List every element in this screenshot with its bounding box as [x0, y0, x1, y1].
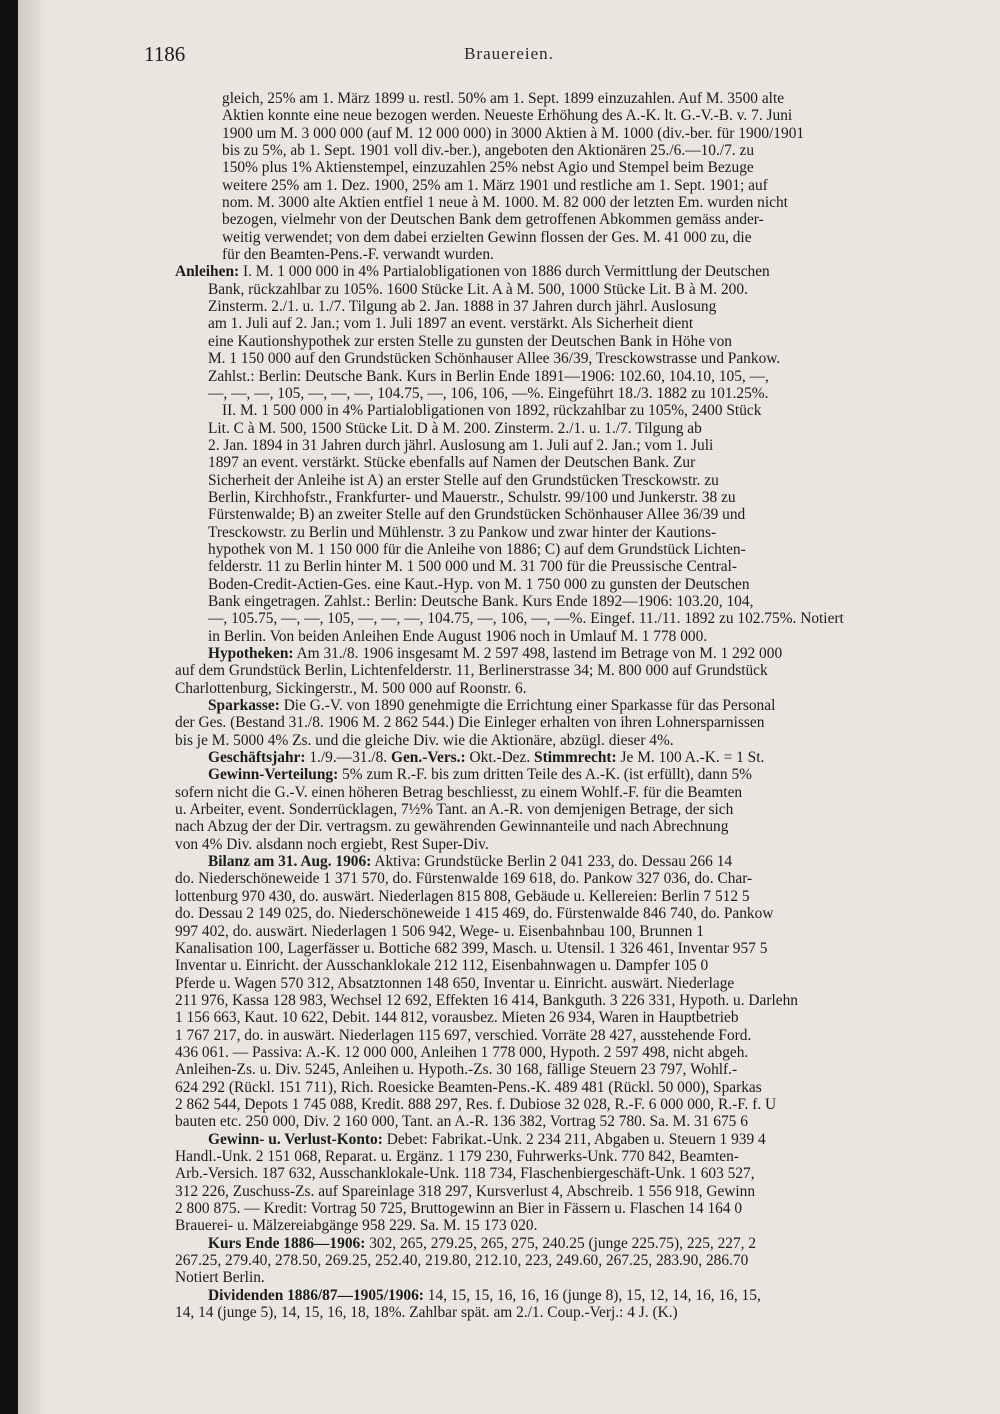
page-number: 1186 — [144, 42, 186, 66]
line-text: 267.25, 279.40, 278.50, 269.25, 252.40, 219.80, 212.10, 223, 249.60, 267.25, 283.90, 286.70 — [175, 1252, 749, 1270]
line-text: Aktiva: Grundstücke Berlin 2 041 233, do. Dessau 266 14 — [371, 853, 733, 871]
line-text: 150% plus 1% Aktienstempel, einzuzahlen 25% nebst Agio und Stempel beim Bezuge — [222, 159, 754, 177]
text-line — [175, 177, 995, 194]
line-text: weitere 25% am 1. Dez. 1900, 25% am 1. März 1901 und restliche am 1. Sept. 1901; auf — [222, 176, 768, 194]
section-heading: Anleihen: — [175, 263, 240, 281]
text-line — [175, 1269, 995, 1286]
text-line — [175, 1287, 995, 1304]
text-line — [175, 142, 995, 159]
section-heading: Gen.-Vers.: — [390, 749, 466, 767]
line-text: 14, 14 (junge 5), 14, 15, 16, 18, 18%. Zahlbar spät. am 2./1. Coup.-Verj.: 4 J. (K.) — [175, 1304, 678, 1322]
line-text: bis je M. 5000 4% Zs. und die gleiche Div. wie die Aktionäre, abzügl. dieser 4%. — [175, 731, 674, 749]
text-line — [175, 1304, 995, 1321]
text-line — [175, 975, 995, 992]
text-line — [175, 541, 995, 558]
line-text: 997 402, do. auswärt. Niederlagen 1 506 942, Wege- u. Eisenbahnbau 100, Brunnen 1 — [175, 922, 704, 940]
line-text: 1./9.—31./8. — [305, 749, 391, 767]
text-line — [175, 732, 995, 749]
text-line — [175, 1165, 995, 1182]
text-line — [175, 1131, 995, 1148]
line-text: weitig verwendet; von dem dabei erzielten Gewinn flossen der Ges. M. 41 000 zu, die — [222, 228, 752, 246]
text-line — [175, 281, 995, 298]
line-text: Aktien konnte eine neue bezogen werden. Neueste Erhöhung des A.-K. lt. G.-V.-B. v. 7. Juni — [222, 107, 793, 125]
text-line — [175, 576, 995, 593]
text-line — [175, 90, 995, 107]
text-line — [175, 1217, 995, 1234]
text-line — [175, 749, 995, 766]
line-text: 312 226, Zuschuss-Zs. auf Spareinlage 318 297, Kursverlust 4, Abschreib. 1 556 918, Gewinn — [175, 1182, 756, 1200]
text-line — [175, 836, 995, 853]
text-line — [175, 1009, 995, 1026]
text-line — [175, 298, 995, 315]
line-text: Fürstenwalde; B) an zweiter Stelle auf den Grundstücken Schönhauser Allee 36/39 und — [208, 506, 746, 524]
book-page — [18, 0, 1000, 1414]
text-line — [175, 992, 995, 1009]
text-line — [175, 645, 995, 662]
text-line — [175, 662, 995, 679]
line-text: für den Beamten-Pens.-F. verwandt wurden. — [222, 246, 494, 264]
text-line — [175, 472, 995, 489]
text-line — [175, 1200, 995, 1217]
text-line — [175, 766, 995, 783]
text-line — [175, 402, 995, 419]
text-line — [175, 923, 995, 940]
line-text: sofern nicht die G.-V. einen höheren Betrag beschliesst, zu einem Wohlf.-F. für die Beamten — [175, 783, 743, 801]
line-text: Lit. C à M. 500, 1500 Stücke Lit. D à M. 200. Zinsterm. 2./1. u. 1./7. Tilgung ab — [208, 419, 702, 437]
running-title: Brauereien. — [464, 44, 554, 63]
text-line — [175, 905, 995, 922]
line-text: von 4% Div. alsdann noch ergiebt, Rest Super-Div. — [175, 835, 489, 853]
line-text: Die G.-V. von 1890 genehmigte die Errichtung einer Sparkasse für das Personal — [279, 697, 776, 715]
line-text: in Berlin. Von beiden Anleihen Ende August 1906 noch in Umlauf M. 1 778 000. — [208, 627, 708, 645]
line-text: nom. M. 3000 alte Aktien entfiel 1 neue à M. 1000. M. 82 000 der letzten Em. wurden nicht — [222, 194, 788, 212]
line-text: Boden-Credit-Actien-Ges. eine Kaut.-Hyp. von M. 1 750 000 zu gunsten der Deutschen — [208, 575, 750, 593]
line-text: eine Kautionshypothek zur ersten Stelle zu gunsten der Deutschen Bank in Höhe von — [208, 332, 733, 350]
line-text: Anleihen-Zs. u. Div. 5245, Anleihen u. Hypoth.-Zs. 30 168, fällige Steuern 23 797, Wohlf.- — [175, 1061, 738, 1079]
text-line — [175, 697, 995, 714]
line-text: 1 767 217, do. in auswärt. Niederlagen 115 697, verschied. Vorräte 28 427, ausstehende Ford. — [175, 1026, 752, 1044]
line-text: Tresckowstr. zu Berlin und Mühlenstr. 3 zu Pankow und zwar hinter der Kautions- — [208, 523, 717, 541]
line-text: 1897 an event. verstärkt. Stücke ebenfalls auf Namen der Deutschen Bank. Zur — [208, 454, 696, 472]
section-heading: Stimmrecht: — [534, 749, 617, 767]
text-line — [175, 853, 995, 870]
text-line — [175, 1113, 995, 1130]
text-line — [175, 420, 995, 437]
text-line — [175, 159, 995, 176]
text-line — [175, 784, 995, 801]
text-line — [175, 211, 995, 228]
text-line — [175, 1079, 995, 1096]
line-text: Inventar u. Einricht. der Ausschanklokale 212 112, Eisenbahnwagen u. Dampfer 105 0 — [175, 957, 709, 975]
line-text: 2 862 544, Depots 1 745 088, Kredit. 888 297, Res. f. Dubiose 32 028, R.-F. 6 000 000, R.-F. f. U — [175, 1095, 777, 1113]
section-heading: Gewinn- u. Verlust-Konto: — [208, 1130, 383, 1148]
line-text: Arb.-Versich. 187 632, Ausschanklokale-Unk. 118 734, Flaschenbiergeschäft-Unk. 1 603 527, — [175, 1165, 755, 1183]
section-heading: Geschäftsjahr: — [208, 749, 306, 767]
line-text: bezogen, vielmehr von der Deutschen Bank dem getroffenen Abkommen gemäss ander- — [222, 211, 764, 229]
text-line — [175, 801, 995, 818]
text-line — [175, 1044, 995, 1061]
line-text: felderstr. 11 zu Berlin hinter M. 1 500 000 und M. 31 700 für die Preussische Central- — [208, 558, 738, 576]
text-line — [175, 957, 995, 974]
text-line — [175, 818, 995, 835]
line-text: 302, 265, 279.25, 265, 275, 240.25 (junge 225.75), 225, 227, 2 — [365, 1234, 757, 1252]
text-line — [175, 489, 995, 506]
section-heading: Dividenden 1886/87—1905/1906: — [208, 1286, 424, 1304]
line-text: Bank, rückzahlbar zu 105%. 1600 Stücke Lit. A à M. 500, 1000 Stücke Lit. B à M. 200. — [208, 280, 748, 298]
line-text: M. 1 150 000 auf den Grundstücken Schönhauser Allee 36/39, Tresckowstrasse und Pankow. — [208, 350, 781, 368]
line-text: auf dem Grundstück Berlin, Lichtenfelderstr. 11, Berlinerstrasse 34; M. 800 000 auf Grundstück — [175, 662, 768, 680]
text-line — [175, 714, 995, 731]
line-text: 14, 15, 15, 16, 16, 16 (junge 8), 15, 12, 14, 16, 16, 15, — [423, 1286, 761, 1304]
text-line — [175, 454, 995, 471]
text-line — [175, 263, 995, 280]
line-text: 436 061. — Passiva: A.-K. 12 000 000, Anleihen 1 778 000, Hypoth. 2 597 498, nicht abgeh. — [175, 1043, 749, 1061]
line-text: u. Arbeiter, event. Sonderrücklagen, 7½% Tant. an A.-R. von demjenigen Betrage, der sich — [175, 801, 734, 819]
text-line — [175, 1252, 995, 1269]
text-line — [175, 107, 995, 124]
line-text: 5% zum R.-F. bis zum dritten Teile des A.-K. (ist erfüllt), dann 5% — [338, 766, 752, 784]
text-line — [175, 1061, 995, 1078]
text-line — [175, 350, 995, 367]
text-line — [175, 506, 995, 523]
text-line — [175, 229, 995, 246]
text-line — [175, 246, 995, 263]
line-text: Pferde u. Wagen 570 312, Absatztonnen 148 650, Inventar u. Einricht. auswärt. Niederlage — [175, 974, 735, 992]
text-line — [175, 125, 995, 142]
line-text: do. Niederschöneweide 1 371 570, do. Fürstenwalde 169 618, do. Pankow 327 036, do. Char- — [175, 870, 753, 888]
line-text: 2. Jan. 1894 in 31 Jahren durch jährl. Auslosung am 1. Juli auf 2. Jan.; vom 1. Juli — [208, 436, 714, 454]
line-text: Zinsterm. 2./1. u. 1./7. Tilgung ab 2. Jan. 1888 in 37 Jahren durch jährl. Auslosung — [208, 298, 717, 316]
text-line — [175, 437, 995, 454]
text-line — [175, 870, 995, 887]
line-text: —, —, —, 105, —, —, —, 104.75, —, 106, 106, —%. Eingeführt 18./3. 1882 zu 101.25%. — [208, 384, 769, 402]
line-text: Berlin, Kirchhofstr., Frankfurter- und Mauerstr., Schulstr. 99/100 und Junkerstr. 38 zu — [208, 488, 736, 506]
section-heading: Sparkasse: — [208, 697, 280, 715]
text-line — [175, 333, 995, 350]
line-text: 624 292 (Rückl. 151 711), Rich. Roesicke Beamten-Pens.-K. 489 481 (Rückl. 50 000), Sparkas — [175, 1078, 762, 1096]
section-heading: Kurs Ende 1886—1906: — [208, 1234, 366, 1252]
line-text: I. M. 1 000 000 in 4% Partialobligationen von 1886 durch Vermittlung der Deutschen — [239, 263, 770, 281]
line-text: —, 105.75, —, —, 105, —, —, —, 104.75, —, 106, —, —%. Eingef. 11./11. 1892 zu 102.75%. Notiert — [208, 610, 844, 628]
text-line — [175, 593, 995, 610]
text-line — [175, 888, 995, 905]
line-text: der Ges. (Bestand 31./8. 1906 M. 2 862 544.) Die Einleger erhalten von ihren Lohnersparnissen — [175, 714, 765, 732]
text-line — [175, 1148, 995, 1165]
page-header — [18, 42, 1000, 70]
text-line — [175, 1027, 995, 1044]
line-text: lottenburg 970 430, do. auswärt. Niederlagen 815 808, Gebäude u. Kellereien: Berlin 7 512 5 — [175, 887, 750, 905]
page-gutter — [18, 0, 48, 1414]
line-text: Debet: Fabrikat.-Unk. 2 234 211, Abgaben u. Steuern 1 939 4 — [382, 1130, 766, 1148]
line-text: Notiert Berlin. — [175, 1269, 265, 1287]
text-line — [175, 940, 995, 957]
text-line — [175, 1183, 995, 1200]
page-body — [175, 90, 995, 1321]
line-text: 2 800 875. — Kredit: Vortrag 50 725, Bruttogewinn an Bier in Fässern u. Flaschen 14 164 0 — [175, 1200, 743, 1217]
text-line — [175, 1096, 995, 1113]
text-line — [175, 1235, 995, 1252]
line-text: Am 31./8. 1906 insgesamt M. 2 597 498, lastend im Betrage von M. 1 292 000 — [293, 645, 783, 662]
line-text: gleich, 25% am 1. März 1899 u. restl. 50% am 1. Sept. 1899 einzuzahlen. Auf M. 3500 alte — [222, 90, 785, 107]
text-line — [175, 194, 995, 211]
line-text: bis zu 5%, ab 1. Sept. 1901 voll div.-ber.), angeboten den Aktionären 25./6.—10./7. zu — [222, 142, 755, 160]
line-text: Sicherheit der Anleihe ist A) an erster Stelle auf den Grundstücken Tresckowstr. zu — [208, 471, 719, 489]
line-text: bauten etc. 250 000, Div. 2 160 000, Tant. an A.-R. 136 382, Vortrag 52 780. Sa. M. 31 675 6 — [175, 1113, 748, 1131]
line-text: Okt.-Dez. — [465, 749, 535, 767]
line-text: Kanalisation 100, Lagerfässer u. Bottiche 682 399, Masch. u. Utensil. 1 326 461, Inventar 957 5 — [175, 939, 768, 957]
line-text: Bank eingetragen. Zahlst.: Berlin: Deutsche Bank. Kurs Ende 1892—1906: 103.20, 104, — [208, 592, 754, 610]
text-line — [175, 385, 995, 402]
line-text: Handl.-Unk. 2 151 068, Reparat. u. Ergänz. 1 179 230, Fuhrwerks-Unk. 770 842, Beamten- — [175, 1147, 739, 1165]
line-text: Je M. 100 A.-K. = 1 St. — [616, 749, 765, 767]
text-line — [175, 628, 995, 645]
text-line — [175, 558, 995, 575]
line-text: hypothek von M. 1 150 000 für die Anleihe von 1886; C) auf dem Grundstück Lichten- — [208, 540, 746, 558]
text-line — [175, 610, 995, 627]
line-text: nach Abzug der der Dir. vertragsm. zu gewährenden Gewinnanteile und nach Abrechnung — [175, 818, 729, 836]
line-text: Charlottenburg, Sickingerstr., M. 500 000 auf Roonstr. 6. — [175, 679, 527, 697]
line-text: 211 976, Kassa 128 983, Wechsel 12 692, Effekten 16 414, Bankguth. 3 226 331, Hypoth. u. Darlehn — [175, 991, 798, 1009]
line-text: Zahlst.: Berlin: Deutsche Bank. Kurs in Berlin Ende 1891—1906: 102.60, 104.10, 105, —, — [208, 367, 769, 385]
line-text: Brauerei- u. Mälzereiabgänge 958 229. Sa. M. 15 173 020. — [175, 1217, 538, 1235]
section-heading: Bilanz am 31. Aug. 1906: — [208, 853, 372, 871]
line-text: 1 156 663, Kaut. 10 622, Debit. 144 812, vorausbez. Mieten 26 934, Waren in Hauptbetrieb — [175, 1009, 739, 1027]
section-heading: Gewinn-Verteilung: — [208, 766, 339, 784]
line-text: am 1. Juli auf 2. Jan.; vom 1. Juli 1897 an event. verstärkt. Als Sicherheit dient — [208, 315, 694, 333]
text-line — [175, 315, 995, 332]
text-line — [175, 524, 995, 541]
text-line — [175, 368, 995, 385]
text-line — [175, 680, 995, 697]
line-text: II. M. 1 500 000 in 4% Partialobligationen von 1892, rückzahlbar zu 105%, 2400 Stück — [222, 402, 762, 420]
line-text: do. Dessau 2 149 025, do. Niederschöneweide 1 415 469, do. Fürstenwalde 846 740, do. Pankow — [175, 905, 774, 923]
section-heading: Hypotheken: — [208, 645, 294, 662]
line-text: 1900 um M. 3 000 000 (auf M. 12 000 000) in 3000 Aktien à M. 1000 (div.-ber. für 1900/1901 — [222, 124, 805, 142]
